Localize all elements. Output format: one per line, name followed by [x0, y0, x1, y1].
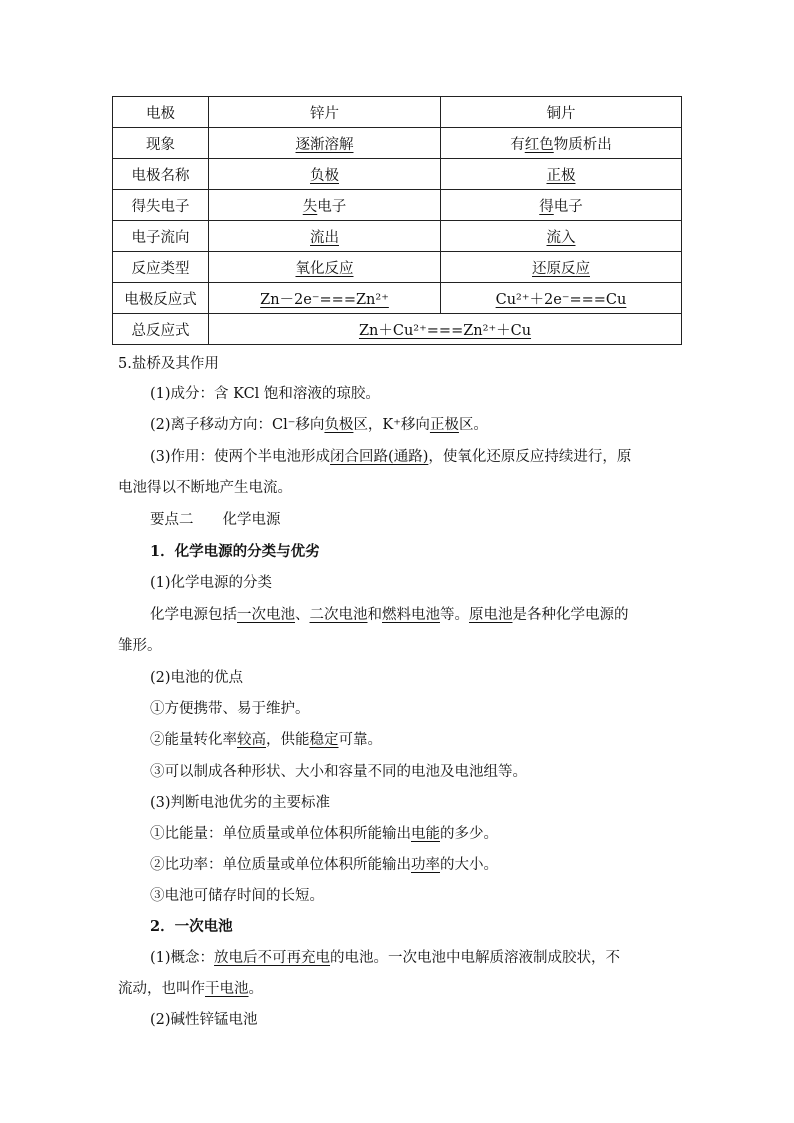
cell-zinc — [209, 128, 441, 159]
text: 是各种化学电源的 — [512, 607, 629, 623]
paragraph: 雏形。 — [118, 638, 162, 654]
cell-zinc — [209, 190, 441, 221]
table-row — [113, 314, 682, 345]
equation: Cu²⁺＋2e⁻===Cu — [495, 291, 627, 308]
answer-text: 功率 — [411, 857, 440, 873]
row-label: 总反应式 — [113, 314, 209, 345]
header-copper: 铜片 — [441, 97, 682, 128]
table-row — [113, 190, 682, 221]
cell-zinc — [209, 159, 441, 190]
answer-text: 正极 — [546, 167, 576, 184]
cell-copper — [441, 252, 682, 283]
answer-text: 负极 — [324, 417, 354, 433]
text: 、 — [295, 607, 310, 623]
cell-copper — [441, 159, 682, 190]
text: 。 — [248, 981, 263, 997]
cell-zinc — [209, 283, 441, 314]
heading: 2．一次电池 — [150, 918, 233, 935]
answer-text: 燃料电池 — [382, 607, 440, 623]
text: ，供能 — [266, 732, 310, 748]
answer-text: 流出 — [310, 229, 339, 246]
list-item: ③电池可储存时间的长短。 — [150, 888, 324, 904]
text: ，使氧化还原反应持续进行，原 — [428, 449, 632, 465]
text: 区。 — [458, 417, 488, 433]
text: 化学电源包括 — [150, 607, 237, 623]
table-row — [113, 159, 682, 190]
answer-text: 正极 — [429, 417, 459, 433]
row-label: 电极名称 — [113, 159, 209, 190]
text: ①比能量：单位质量或单位体积所能输出 — [150, 826, 411, 842]
text: 流动，也叫作 — [118, 981, 205, 997]
paragraph — [150, 603, 629, 624]
equation: Zn－2e⁻===Zn²⁺ — [260, 291, 389, 308]
electrode-comparison-table — [112, 96, 682, 345]
subheading: (2)碱性锌锰电池 — [150, 1012, 258, 1028]
answer-text: 电能 — [411, 826, 440, 842]
answer-text: 闭合回路(通路) — [330, 449, 429, 465]
equation: Zn＋Cu²⁺===Zn²⁺＋Cu — [358, 322, 532, 339]
text: 等。 — [440, 607, 469, 623]
answer-text: 干电池 — [205, 981, 249, 997]
text: 可靠。 — [338, 732, 382, 748]
answer-text: 二次电池 — [309, 607, 368, 623]
text: 的电池。一次电池中电解质溶液制成胶状，不 — [330, 950, 621, 966]
row-label: 现象 — [113, 128, 209, 159]
paragraph — [118, 977, 263, 998]
list-item — [150, 728, 382, 749]
answer-text: 红色 — [524, 136, 554, 153]
cell-zinc — [209, 252, 441, 283]
text: (1)概念： — [150, 950, 215, 966]
text: 电子 — [317, 198, 347, 215]
answer-text: 逐渐溶解 — [295, 136, 354, 153]
answer-text: 负极 — [310, 167, 339, 184]
text: 有 — [510, 136, 525, 153]
cell-copper — [441, 221, 682, 252]
answer-text: 还原反应 — [532, 260, 590, 277]
paragraph: 电池得以不断地产生电流。 — [118, 480, 292, 496]
subheading: (2)电池的优点 — [150, 670, 244, 686]
text: 物质析出 — [553, 136, 612, 153]
table-row — [113, 283, 682, 314]
table-row — [113, 221, 682, 252]
paragraph: (1)成分：含 KCl 饱和溶液的琼胶。 — [150, 386, 380, 402]
subheading: (1)化学电源的分类 — [150, 575, 273, 591]
answer-text: 放电后不可再充电 — [214, 950, 331, 966]
section-title: 要点二 化学电源 — [150, 512, 281, 528]
text: 区，K⁺移向 — [353, 417, 430, 433]
row-label: 电极反应式 — [113, 283, 209, 314]
table-header-row — [113, 97, 682, 128]
row-label: 反应类型 — [113, 252, 209, 283]
cell-zinc — [209, 221, 441, 252]
text: (2)离子移动方向：Cl⁻移向 — [150, 417, 325, 433]
salt-bridge-title: 5.盐桥及其作用 — [118, 356, 219, 372]
cell-copper — [441, 283, 682, 314]
list-item: ③可以制成各种形状、大小和容量不同的电池及电池组等。 — [150, 764, 527, 780]
table-row — [113, 252, 682, 283]
heading: 1．化学电源的分类与优劣 — [150, 543, 320, 560]
cell-total — [209, 314, 682, 345]
row-label: 电子流向 — [113, 221, 209, 252]
header-electrode: 电极 — [113, 97, 209, 128]
cell-copper — [441, 128, 682, 159]
list-item: ①方便携带、易于维护。 — [150, 701, 310, 717]
text: 的多少。 — [440, 826, 498, 842]
text: 的大小。 — [440, 857, 498, 873]
text: ②比功率：单位质量或单位体积所能输出 — [150, 857, 411, 873]
answer-text: 一次电池 — [237, 607, 295, 623]
answer-text: 氧化反应 — [295, 260, 354, 277]
paragraph — [150, 413, 488, 434]
answer-text: 失 — [302, 198, 318, 215]
answer-text: 原电池 — [469, 607, 513, 623]
row-label: 得失电子 — [113, 190, 209, 221]
answer-text: 较高 — [237, 732, 266, 748]
subheading: (3)判断电池优劣的主要标准 — [150, 795, 331, 811]
text: 和 — [367, 607, 382, 623]
text: 电子 — [553, 198, 583, 215]
paragraph — [150, 445, 631, 466]
paragraph — [150, 946, 620, 967]
header-zinc: 锌片 — [209, 97, 441, 128]
cell-copper — [441, 190, 682, 221]
answer-text: 流入 — [546, 229, 576, 246]
table-row — [113, 128, 682, 159]
list-item — [150, 853, 498, 874]
answer-text: 得 — [539, 198, 554, 215]
text: ②能量转化率 — [150, 732, 237, 748]
answer-text: 稳定 — [309, 732, 339, 748]
list-item — [150, 822, 498, 843]
text: (3)作用：使两个半电池形成 — [150, 449, 331, 465]
